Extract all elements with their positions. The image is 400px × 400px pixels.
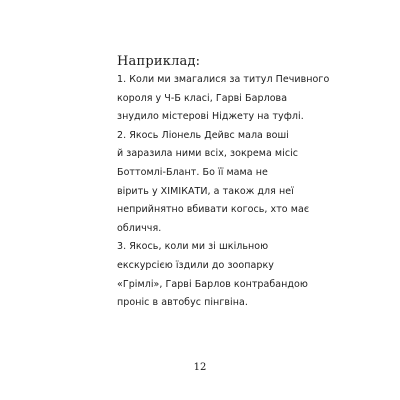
text-line: 2. Якось Ліонель Дейвс мала вошi: [117, 129, 289, 141]
text-line: обличчя.: [117, 222, 162, 234]
section-heading: Наприклад:: [117, 54, 201, 69]
text-line: знудило містерові Ніджету на туфлі.: [117, 111, 304, 123]
body-text: [117, 71, 389, 313]
text-line: «Грімлі», Гарві Барлов контрабандою: [117, 278, 308, 290]
text-line: Боттомлі-Блант. Бо її мама не: [117, 166, 268, 178]
text-line: проніс в автобус пінгвіна.: [117, 297, 248, 309]
text-line: 1. Коли ми змагалися за титул Печивного: [117, 74, 330, 85]
text-line: вірить у ХІМІКАТИ, а також для неї: [117, 185, 294, 197]
text-line: й заразила ними всіх, зокрема місіс: [117, 148, 299, 160]
text-line: 3. Якось, коли ми зі шкільною: [117, 241, 269, 253]
text-line: екскурсією їздили до зоопарку: [117, 259, 274, 271]
text-line: неприйнятно вбивати когось, хто має: [117, 204, 310, 216]
page-number: 12: [193, 362, 207, 373]
text-line: короля у Ч-Б класі, Гарві Барлова: [117, 92, 288, 104]
